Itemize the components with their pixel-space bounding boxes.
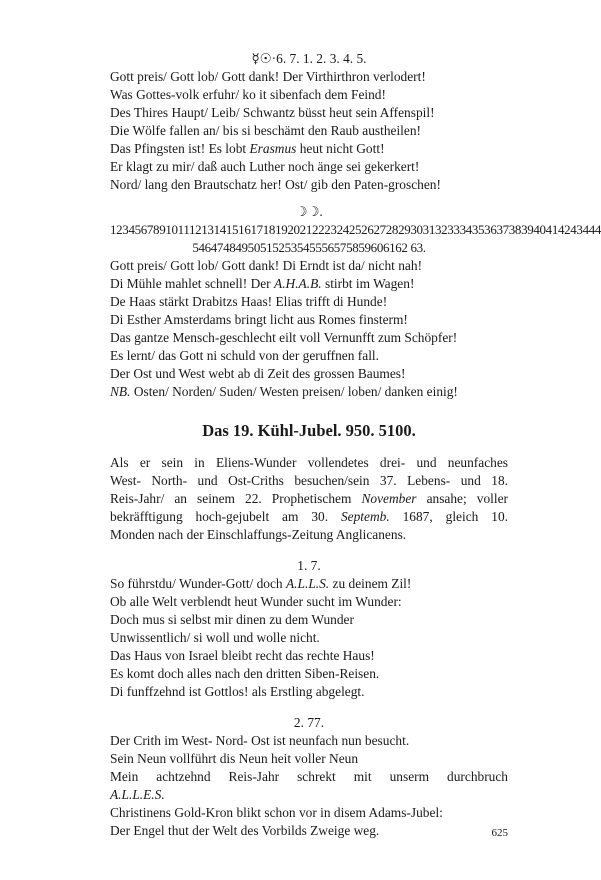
verse-line: Sein Neun vollführt dis Neun heit voller Neun <box>110 751 359 766</box>
prose-text: ansahe; voller <box>426 491 508 506</box>
stanza-heading: 2. 77. <box>293 715 325 730</box>
verse-line: Di Esther Amsterdams bringt licht aus Romes finsterm! <box>110 312 408 327</box>
prose-text: 1687, gleich 10. <box>402 509 508 524</box>
verse-line: Er klagt zu mir/ daß auch Luther noch änge sei gekerkert! <box>110 159 420 174</box>
verse-line: Gott preis/ Gott lob/ Gott dank! Di Erndt ist da/ nicht nah! <box>110 258 423 273</box>
verse-line: Es lernt/ das Gott ni schuld von der geruffnen fall. <box>110 348 379 363</box>
verse-text: Osten/ Norden/ Suden/ Westen preisen/ loben/ danken einig! <box>133 384 458 399</box>
verse-line: Des Thires Haupt/ Leib/ Schwantz büsst heut sein Affenspil! <box>110 105 435 120</box>
verse-line <box>110 140 508 158</box>
prose-line: Als er sein in Eliens-Wunder vollendetes drei- und neunfaches <box>110 455 508 470</box>
verse-line: Was Gottes-volk erfuhr/ ko it sibenfach dem Feind! <box>110 87 386 102</box>
italic-name: A.L.L.E.S. <box>110 787 165 802</box>
verse-line: Die Wölfe fallen an/ bis si beschämt den Raub austheilen! <box>110 123 421 138</box>
verse-line: Nord/ lang den Brautschatz her! Ost/ gib den Paten-groschen! <box>110 177 441 192</box>
verse-line: Das Haus von Israel bleibt recht das rechte Haus! <box>110 648 375 663</box>
verse-text: zu deinem Zil! <box>332 576 412 591</box>
prose-line <box>110 490 508 508</box>
italic-name: A.H.A.B. <box>274 276 322 291</box>
italic-name: Erasmus <box>249 141 297 156</box>
verse-line: De Haas stärkt Drabitzs Haas! Elias trifft di Hunde! <box>110 294 388 309</box>
number-sequence-line: 54647484950515253545556575859606162 63. <box>192 240 426 255</box>
section-title: Das 19. Kühl-Jubel. 950. 5100. <box>202 421 416 440</box>
verse-line <box>110 786 508 804</box>
verse-line: Gott preis/ Gott lob/ Gott dank! Der Virthirthron verlodert! <box>110 69 426 84</box>
prose-line: West- North- und Ost-Criths besuchen/sein 37. Lebens- und 18. <box>110 473 508 488</box>
verse-line: Doch mus si selbst mir dinen zu dem Wunder <box>110 612 354 627</box>
italic-name: A.L.L.S. <box>286 576 330 591</box>
section1-heading: ☿☉·6. 7. 1. 2. 3. 4. 5. <box>251 51 367 66</box>
verse-line: Di funffzehnd ist Gottlos! als Erstling abgelegt. <box>110 684 365 699</box>
italic-word: Septemb. <box>340 509 390 524</box>
prose-line: Monden nach der Einschlaffungs-Zeitung Anglicanens. <box>110 527 407 542</box>
verse-text: Das Pfingsten ist! Es lobt <box>110 141 247 156</box>
verse-line: Es komt doch alles nach den dritten Siben-Reisen. <box>110 666 380 681</box>
section2-symbol: ☽☽. <box>295 204 323 219</box>
verse-line: Der Ost und West webt ab di Zeit des grossen Baumes! <box>110 366 406 381</box>
verse-line: Der Crith im West- Nord- Ost ist neunfach nun besucht. <box>110 733 410 748</box>
prose-line <box>110 508 508 526</box>
number-sequence-line: 12345678910111213141516171819202122232425262728293031323334353637383940414243444 <box>110 222 601 237</box>
verse-line: Unwissentlich/ si woll und wolle nicht. <box>110 630 320 645</box>
prose-text: Reis-Jahr/ an seinem 22. Prophetischem <box>110 491 352 506</box>
verse-line: Ob alle Welt verblendt heut Wunder sucht im Wunder: <box>110 594 402 609</box>
stanza-heading: 1. 7. <box>297 558 321 573</box>
prose-text: bekräfftigung hoch-gejubelt am 30. <box>110 509 329 524</box>
verse-text: stirbt im Wagen! <box>324 276 415 291</box>
verse-line: Der Engel thut der Welt des Vorbilds Zweige weg. <box>110 823 380 838</box>
verse-line <box>110 383 508 401</box>
italic-marker: NB. <box>110 384 131 399</box>
verse-text: heut nicht Gott! <box>299 141 385 156</box>
verse-line <box>110 575 508 593</box>
verse-line: Das gantze Mensch-geschlecht eilt voll Vernunfft zum Schöpfer! <box>110 330 458 345</box>
page-number: 625 <box>491 827 508 839</box>
verse-line: Christinens Gold-Kron blikt schon vor in disem Adams-Jubel: <box>110 805 443 820</box>
verse-text: Di Mühle mahlet schnell! Der <box>110 276 271 291</box>
verse-text: So führstdu/ Wunder-Gott/ doch <box>110 576 283 591</box>
italic-word: November <box>361 491 417 506</box>
verse-line: Mein achtzehnd Reis-Jahr schrekt mit unserm durchbruch <box>110 769 508 784</box>
verse-line <box>110 275 508 293</box>
